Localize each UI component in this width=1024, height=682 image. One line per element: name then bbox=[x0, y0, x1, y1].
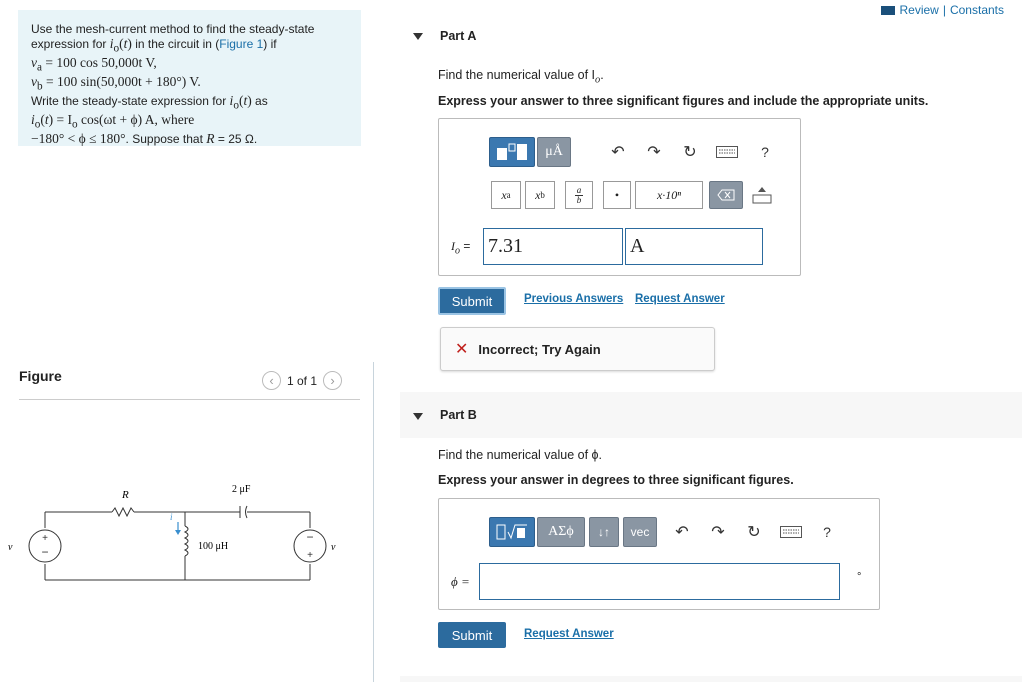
part-b-submit-button[interactable]: Submit bbox=[438, 622, 506, 648]
keyboard-icon[interactable] bbox=[715, 141, 739, 163]
chevron-left-icon[interactable]: ‹ bbox=[262, 371, 281, 390]
problem-line-5: Write the steady-state expression for $i_o(t)$ as bbox=[31, 93, 268, 112]
phi-label: ϕ = bbox=[451, 574, 470, 589]
keyboard-toggle-icon[interactable] bbox=[751, 181, 773, 209]
undo-icon[interactable]: ↶ bbox=[611, 144, 625, 161]
backspace-icon bbox=[717, 189, 735, 201]
units-button[interactable]: μÅ bbox=[537, 137, 571, 167]
subscript-button[interactable]: x b bbox=[525, 181, 555, 209]
problem-statement bbox=[18, 10, 361, 146]
collapse-part-a-icon[interactable] bbox=[413, 33, 423, 40]
part-b-reset-icon[interactable]: ↻ bbox=[747, 524, 761, 541]
panel-divider bbox=[373, 362, 374, 682]
part-a-answer-box bbox=[438, 118, 801, 276]
review-constants: Review | Constants bbox=[881, 3, 1004, 17]
part-a-request-answer-link[interactable]: Request Answer bbox=[635, 293, 725, 305]
part-b-keyboard-icon[interactable] bbox=[779, 521, 803, 543]
part-a-title: Part A bbox=[440, 29, 477, 43]
figure-pager bbox=[262, 371, 342, 390]
svg-text:+: + bbox=[307, 550, 313, 561]
io-label: i bbox=[170, 512, 173, 522]
figure-label: Figure bbox=[19, 368, 62, 384]
inductor-label: 100 μH bbox=[198, 541, 229, 552]
part-b-undo-icon[interactable]: ↶ bbox=[675, 524, 689, 541]
problem-vb: $v_b = 100$ sin(50,000t + 180°) V. bbox=[31, 73, 201, 93]
templates-button[interactable] bbox=[489, 137, 535, 167]
part-b-redo-icon[interactable]: ↷ bbox=[711, 524, 725, 541]
previous-answers-link[interactable]: Previous Answers bbox=[524, 293, 624, 305]
capacitor-plate-right bbox=[246, 506, 248, 518]
svg-text:−: − bbox=[306, 530, 314, 544]
degree-unit: ° bbox=[857, 571, 862, 583]
part-a-question: Find the numerical value of $I_o$. bbox=[438, 68, 604, 86]
problem-line-7: −180° < ϕ ≤ 180°. Suppose that R = 25 Ω. bbox=[31, 131, 258, 147]
svg-text:+: + bbox=[42, 533, 48, 544]
dot-button[interactable]: • bbox=[603, 181, 631, 209]
feedback-text: Incorrect; Try Again bbox=[478, 341, 601, 357]
sqrt-template-icon bbox=[495, 522, 529, 542]
bottom-bg bbox=[400, 676, 1022, 682]
va-label: v bbox=[8, 542, 13, 553]
part-b-request-answer-link[interactable]: Request Answer bbox=[524, 628, 614, 640]
collapse-part-b-icon[interactable] bbox=[413, 413, 423, 420]
part-a-submit-button[interactable]: Submit bbox=[438, 287, 506, 315]
superscript-button[interactable]: x a bbox=[491, 181, 521, 209]
value-input[interactable]: 7.31 bbox=[483, 228, 623, 265]
problem-line-2: expression for $i_o(t)$ in the circuit in (Figure 1) if bbox=[31, 35, 277, 55]
templates-icon bbox=[495, 142, 529, 162]
units-input[interactable]: A bbox=[625, 228, 763, 265]
figure-link[interactable]: Figure 1 bbox=[219, 36, 264, 51]
r-label: R bbox=[122, 489, 129, 501]
part-b-question: Find the numerical value of ϕ. bbox=[438, 448, 603, 462]
resistor-symbol bbox=[112, 508, 134, 516]
book-icon bbox=[881, 6, 895, 15]
part-b-help-button[interactable]: ? bbox=[823, 524, 831, 540]
inductor-symbol bbox=[185, 526, 188, 556]
capacitor-label: 2 μF bbox=[232, 484, 251, 495]
svg-text:−: − bbox=[41, 545, 49, 559]
phi-input[interactable] bbox=[479, 563, 840, 600]
part-a-instruction: Express your answer to three significant figures and include the appropriate units. bbox=[438, 94, 929, 108]
review-link[interactable]: Review bbox=[899, 3, 939, 17]
greek-button[interactable]: ΑΣϕ bbox=[537, 517, 585, 547]
arrows-button[interactable]: ↓↑ bbox=[589, 517, 619, 547]
constants-link[interactable]: Constants bbox=[949, 3, 1004, 17]
chevron-right-icon[interactable]: › bbox=[323, 371, 342, 390]
error-x-icon: ✕ bbox=[455, 341, 469, 358]
problem-va: $v_a = 100$ cos 50,000t V, bbox=[31, 54, 157, 74]
part-b-answer-box bbox=[438, 498, 880, 610]
part-b-templates-button[interactable] bbox=[489, 517, 535, 547]
part-b-instruction: Express your answer in degrees to three significant figures. bbox=[438, 473, 794, 487]
figure-page-count: 1 of 1 bbox=[287, 373, 318, 388]
reset-icon[interactable]: ↻ bbox=[683, 144, 697, 161]
part-b-title: Part B bbox=[440, 408, 477, 422]
part-b-header-bg bbox=[400, 392, 1022, 438]
redo-icon[interactable]: ↷ bbox=[647, 144, 661, 161]
problem-line-6: $i_o(t) = I_o$ cos(ωt + ϕ) A, where bbox=[31, 112, 195, 131]
vb-label: v bbox=[331, 542, 336, 553]
feedback-incorrect bbox=[440, 327, 715, 371]
vec-button[interactable]: vec bbox=[623, 517, 657, 547]
figure-divider bbox=[19, 399, 360, 400]
problem-line-1: Use the mesh-current method to find the steady-state bbox=[31, 22, 315, 36]
backspace-button[interactable] bbox=[709, 181, 743, 209]
circuit-diagram bbox=[8, 470, 340, 600]
io-var-label: $I_o$ = bbox=[451, 239, 471, 257]
scientific-notation-button[interactable]: x·10ⁿ bbox=[635, 181, 703, 209]
help-button[interactable]: ? bbox=[761, 144, 769, 160]
fraction-button[interactable]: a b bbox=[565, 181, 593, 209]
